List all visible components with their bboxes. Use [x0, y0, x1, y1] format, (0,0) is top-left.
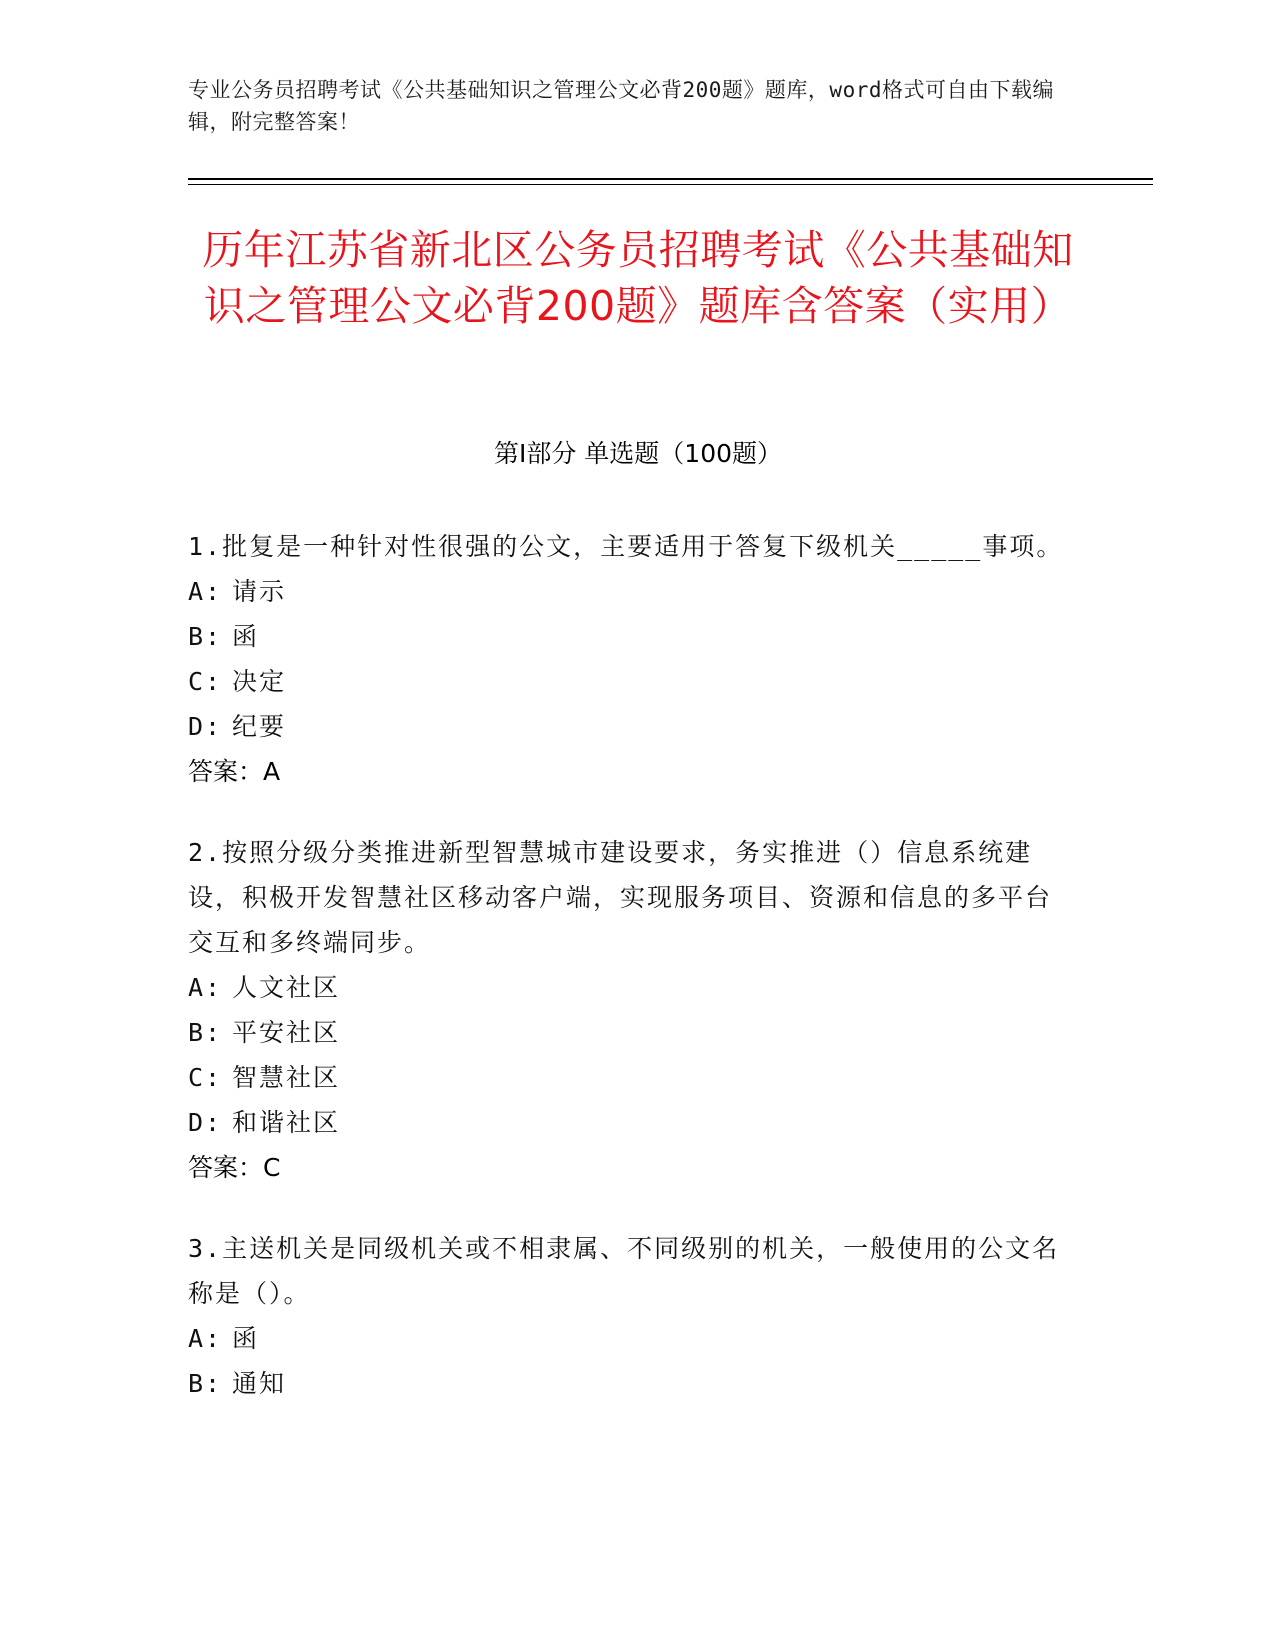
- question-stem: 3.主送机关是同级机关或不相隶属、不同级别的机关，一般使用的公文名称是（）。: [188, 1234, 1060, 1308]
- option-label: A:: [188, 577, 223, 606]
- question-3: [188, 1226, 1073, 1406]
- question-2: [188, 830, 1073, 1190]
- option-b: [188, 1010, 1073, 1055]
- option-a: [188, 965, 1073, 1010]
- option-d: [188, 1100, 1073, 1145]
- option-label: B:: [188, 1018, 223, 1047]
- option-label: D:: [188, 1108, 223, 1137]
- header-divider-thick: [188, 178, 1153, 180]
- option-b: [188, 1361, 1073, 1406]
- section-heading: 第Ⅰ部分 单选题（100题）: [493, 439, 783, 468]
- option-text: 请示: [232, 577, 287, 606]
- header-note: 专业公务员招聘考试《公共基础知识之管理公文必背200题》题库，word格式可自由下载编辑，附完整答案！: [188, 78, 1054, 134]
- option-text: 函: [232, 1324, 260, 1353]
- option-c: [188, 659, 1073, 704]
- option-text: 和谐社区: [232, 1108, 341, 1137]
- option-c: [188, 1055, 1073, 1100]
- question-stem: 1.批复是一种针对性很强的公文，主要适用于答复下级机关_____事项。: [188, 532, 1064, 561]
- option-label: C:: [188, 667, 223, 696]
- option-text: 平安社区: [232, 1018, 341, 1047]
- question-stem: 2.按照分级分类推进新型智慧城市建设要求，务实推进（）信息系统建设，积极开发智慧社区移动客户端，实现服务项目、资源和信息的多平台交互和多终端同步。: [188, 838, 1053, 957]
- option-d: [188, 704, 1073, 749]
- option-text: 纪要: [232, 712, 287, 741]
- option-text: 函: [232, 622, 260, 651]
- option-label: B:: [188, 622, 223, 651]
- question-1: [188, 524, 1073, 794]
- option-label: D:: [188, 712, 223, 741]
- answer-line: 答案：C: [188, 1153, 281, 1182]
- option-text: 决定: [232, 667, 287, 696]
- option-b: [188, 614, 1073, 659]
- answer-line: 答案：A: [188, 757, 281, 786]
- option-a: [188, 569, 1073, 614]
- document-title: 历年江苏省新北区公务员招聘考试《公共基础知识之管理公文必背200题》题库含答案（实用）: [202, 226, 1074, 330]
- option-a: [188, 1316, 1073, 1361]
- option-text: 通知: [232, 1369, 287, 1398]
- option-label: A:: [188, 1324, 223, 1353]
- option-label: B:: [188, 1369, 223, 1398]
- option-text: 人文社区: [232, 973, 341, 1002]
- option-label: C:: [188, 1063, 223, 1092]
- option-label: A:: [188, 973, 223, 1002]
- option-text: 智慧社区: [232, 1063, 341, 1092]
- question-list: [188, 524, 1073, 1442]
- header-divider-thin: [188, 184, 1153, 185]
